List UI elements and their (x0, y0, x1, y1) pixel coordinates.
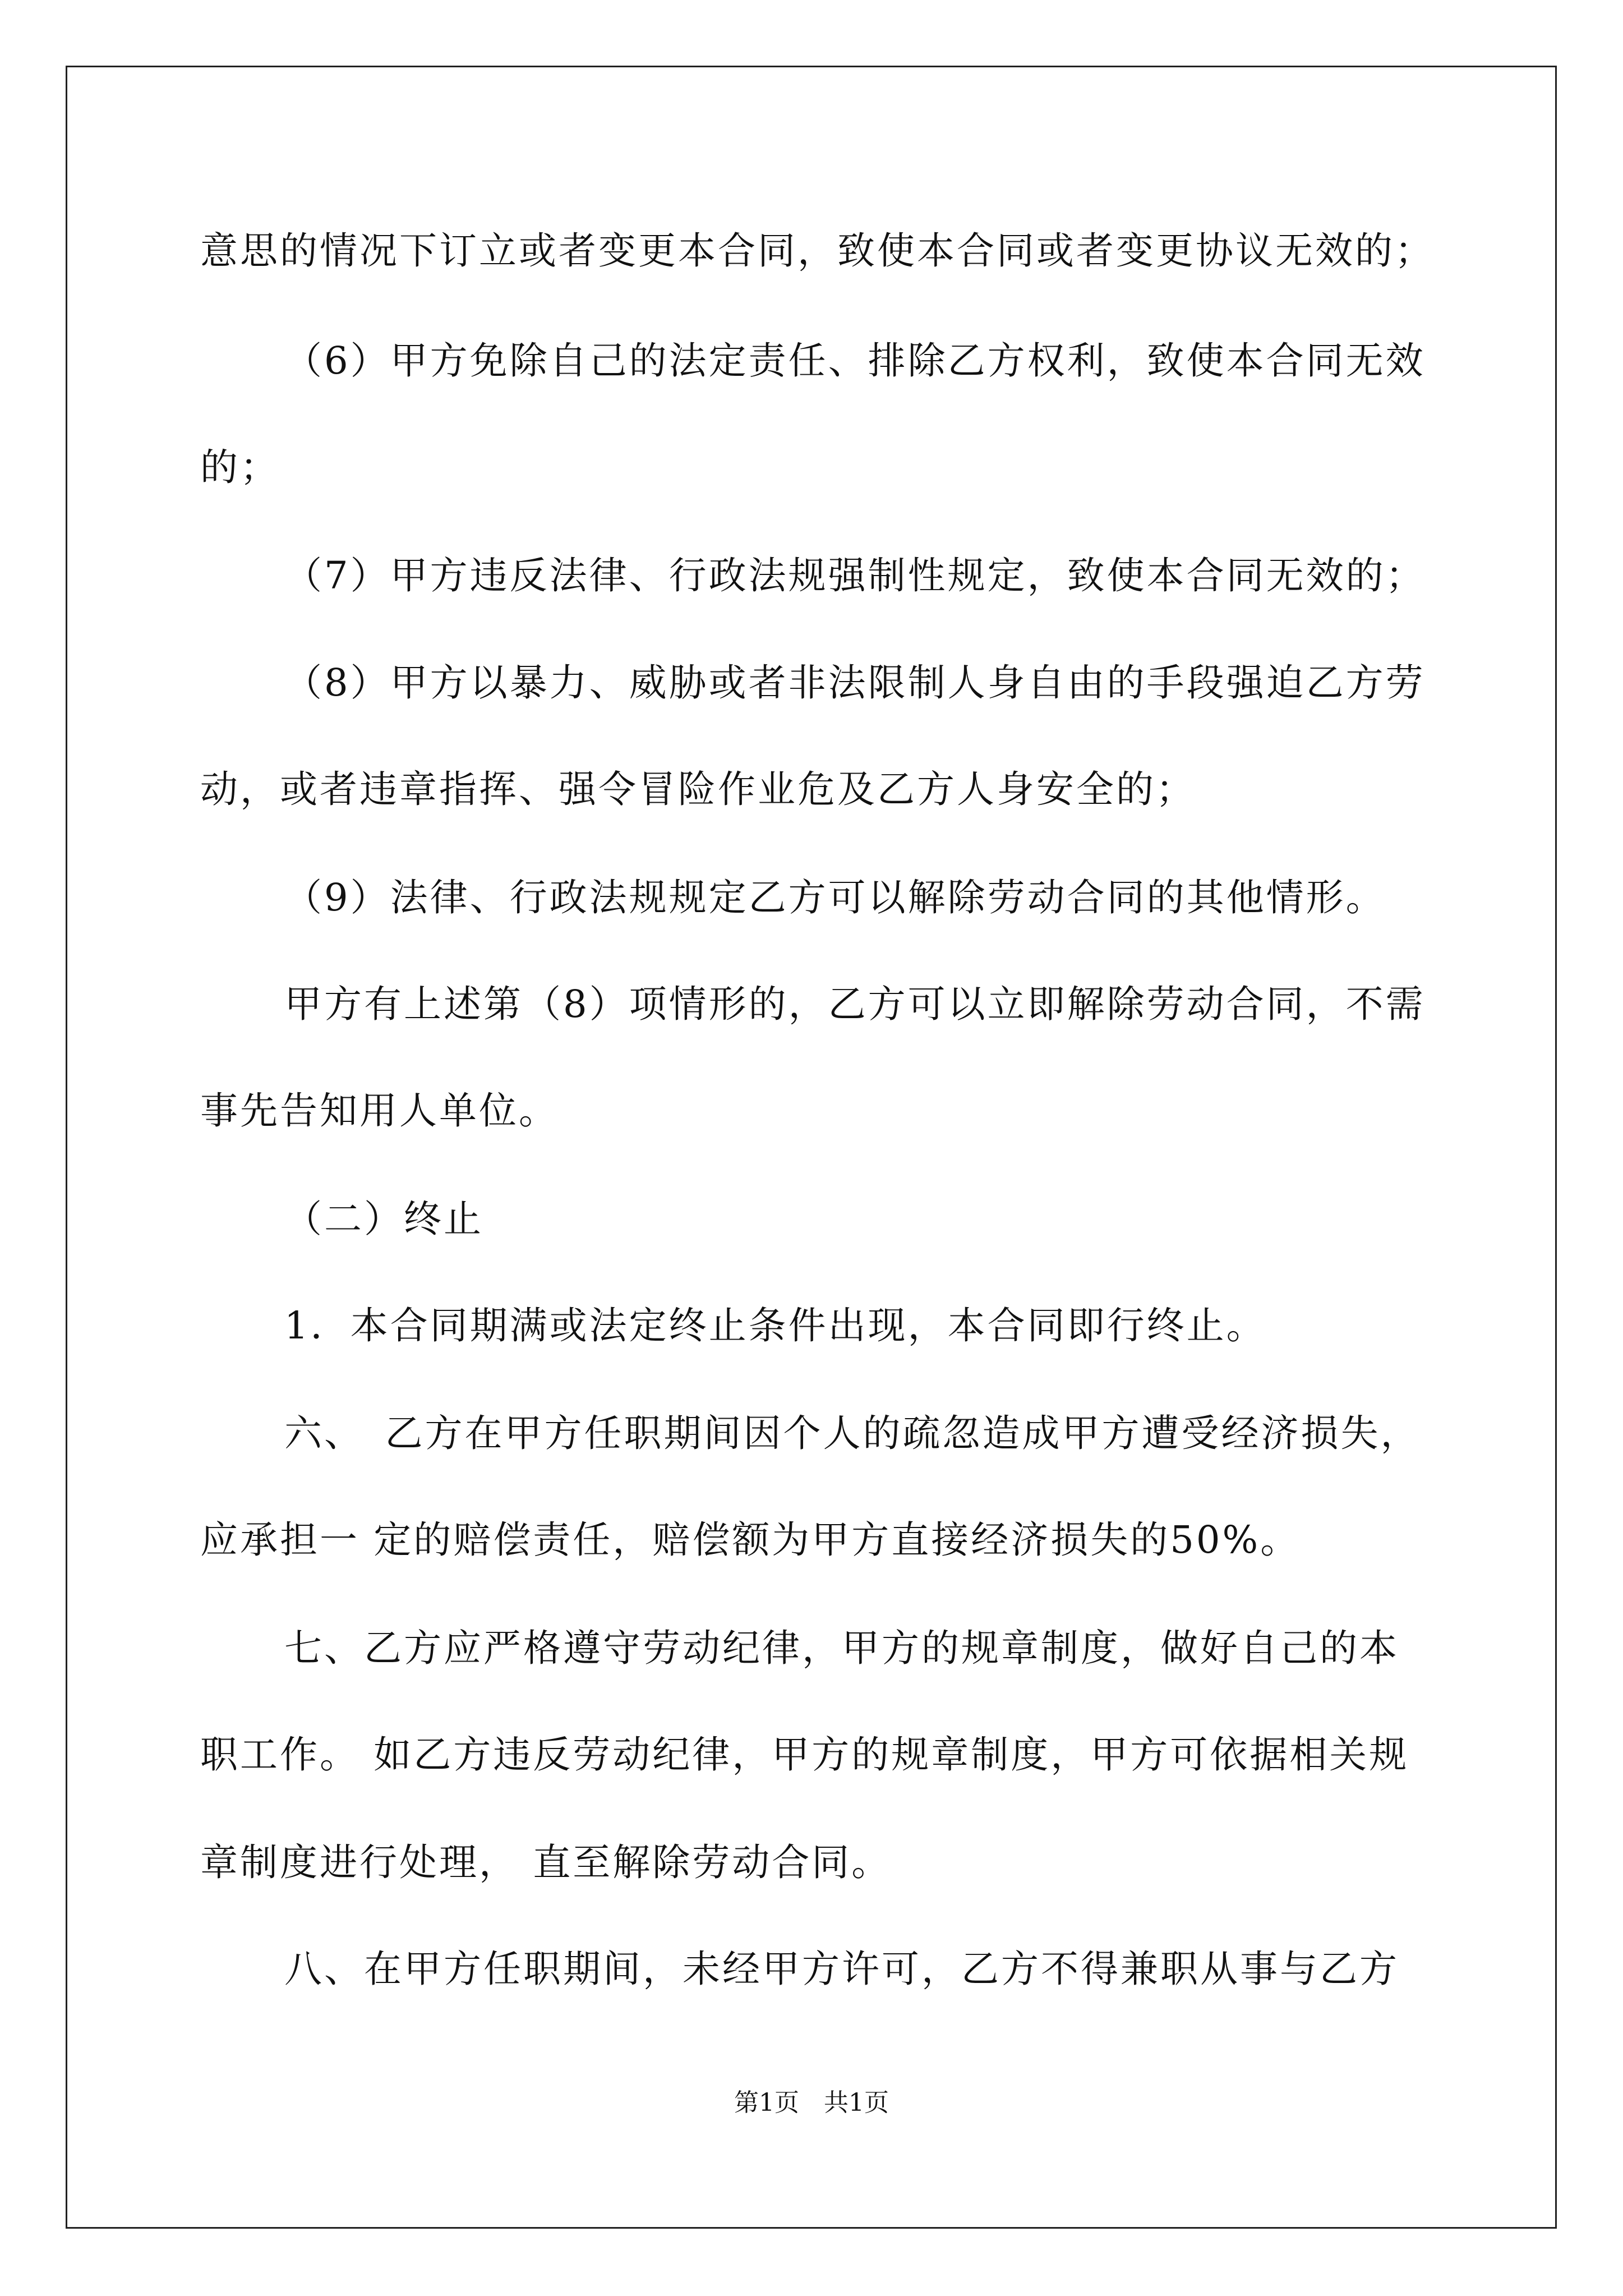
text-line: 事先告知用人单位。 (200, 1089, 559, 1133)
page-footer: 第1页 共1页 (734, 2088, 889, 2117)
text-line: （9）法律、行政法规规定乙方可以解除劳动合同的其他情形。 (284, 876, 1386, 919)
text-line: 章制度进行处理， 直至解除劳动合同。 (200, 1841, 892, 1884)
text-line: 七、乙方应严格遵守劳动纪律，甲方的规章制度，做好自己的本 (284, 1626, 1399, 1670)
text-line: 的； (200, 445, 280, 489)
text-line: 1．本合同期满或法定终止条件出现，本合同即行终止。 (284, 1304, 1266, 1347)
text-line: 动，或者违章指挥、强令冒险作业危及乙方人身安全的； (200, 767, 1196, 811)
text-line: （8）甲方以暴力、威胁或者非法限制人身自由的手段强迫乙方劳 (284, 661, 1426, 705)
text-line: 八、在甲方任职期间，未经甲方许可，乙方不得兼职从事与乙方 (284, 1947, 1399, 1991)
text-line: 甲方有上述第（8）项情形的，乙方可以立即解除劳动合同，不需 (284, 982, 1426, 1026)
text-line: 六、 乙方在甲方任职期间因个人的疏忽造成甲方遭受经济损失， (284, 1411, 1421, 1455)
section-heading: （二）终止 (284, 1197, 483, 1241)
text-line: 意思的情况下订立或者变更本合同，致使本合同或者变更协议无效的； (200, 229, 1435, 273)
text-line: （7）甲方违反法律、行政法规强制性规定，致使本合同无效的； (284, 554, 1426, 597)
text-line: （6）甲方免除自己的法定责任、排除乙方权利，致使本合同无效 (284, 339, 1426, 383)
text-line: 应承担一 定的赔偿责任，赔偿额为甲方直接经济损失的50%。 (200, 1518, 1301, 1562)
page-border (66, 66, 1557, 2229)
text-line: 职工作。 如乙方违反劳动纪律，甲方的规章制度，甲方可依据相关规 (200, 1733, 1409, 1777)
